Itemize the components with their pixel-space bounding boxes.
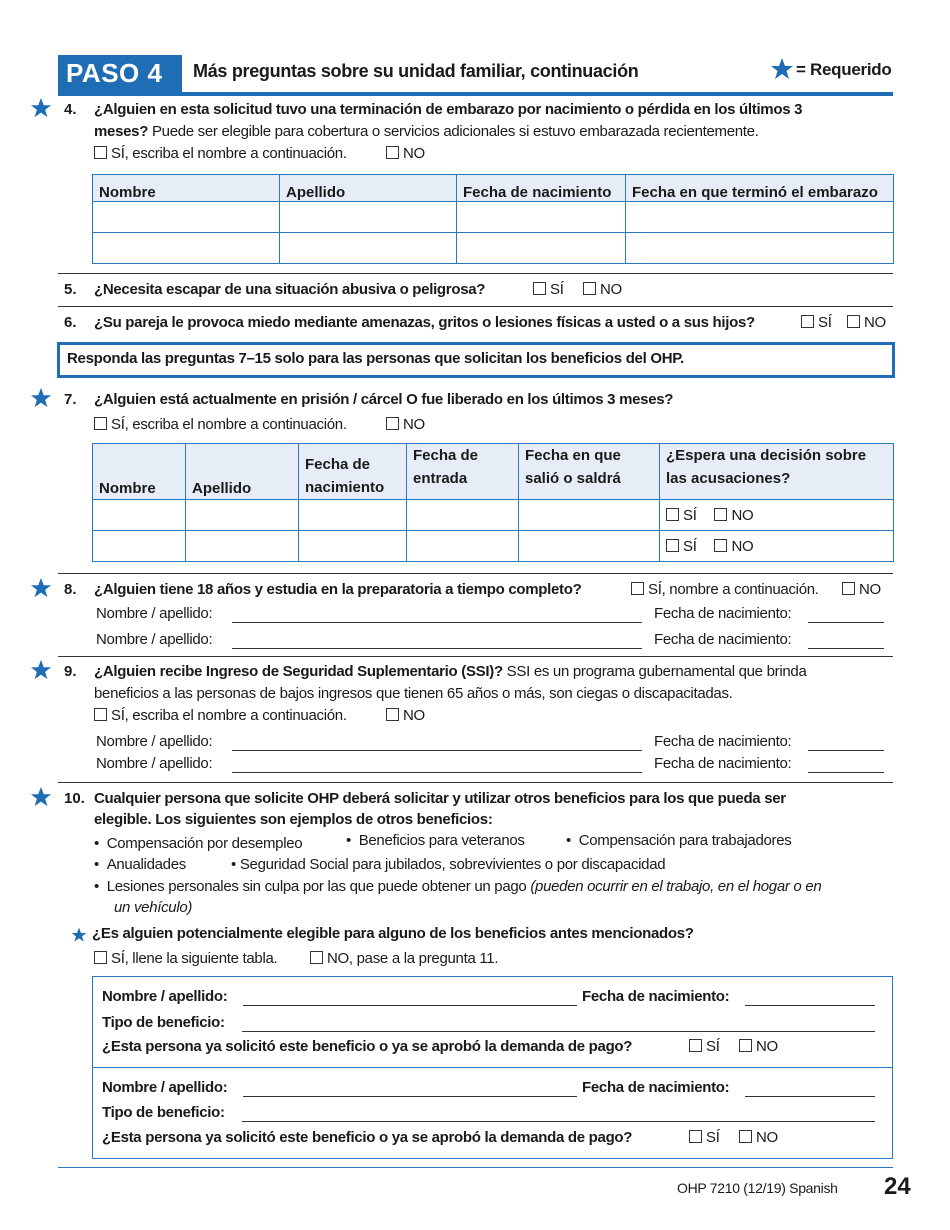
q7-table [92, 443, 894, 562]
q7-question: ¿Alguien está actualmente en prisión / cárcel O fue liberado en los últimos 3 meses? [94, 391, 674, 408]
benefit-dob-label: Fecha de nacimiento: [582, 988, 730, 1005]
q6-number: 6. [64, 314, 77, 331]
divider [58, 306, 893, 307]
table-cell[interactable] [626, 233, 894, 264]
q9-dob-label: Fecha de nacimiento: [654, 733, 792, 750]
page-title: Más preguntas sobre su unidad familiar, continuación [193, 61, 639, 81]
benefit-applied-yes[interactable]: SÍ [689, 1038, 720, 1055]
q8-name-field[interactable] [232, 622, 642, 623]
q6-yes-option[interactable]: SÍ [801, 314, 832, 331]
benefit-dob-label: Fecha de nacimiento: [582, 1079, 730, 1096]
q5-no-option[interactable]: NO [583, 281, 622, 298]
required-star-icon [71, 927, 87, 943]
q4-col-last-name: Apellido [280, 175, 457, 202]
bullet-injury-cont: un vehículo) [114, 899, 193, 916]
divider [58, 782, 893, 783]
benefit-name-field[interactable] [243, 1096, 577, 1097]
checkbox[interactable] [94, 708, 107, 721]
table-cell[interactable] [457, 233, 626, 264]
checkbox[interactable] [94, 951, 107, 964]
table-cell[interactable] [519, 531, 660, 562]
bullet-workers: • Compensación para trabajadores [566, 832, 792, 849]
table-cell: SÍ NO [660, 531, 894, 562]
required-star-icon [30, 659, 52, 681]
q8-name-label: Nombre / apellido: [96, 631, 213, 648]
q4-question-rest: Puede ser elegible para cobertura o servicios adicionales si estuvo embarazada recientemente. [148, 123, 759, 140]
benefit-type-field[interactable] [242, 1121, 875, 1122]
table-row [93, 531, 894, 562]
benefit-dob-field[interactable] [745, 1096, 875, 1097]
form-id: OHP 7210 (12/19) Spanish [677, 1180, 838, 1196]
table-cell[interactable] [457, 202, 626, 233]
q10-no-option[interactable]: NO, pase a la pregunta 11. [310, 950, 498, 967]
q9-question-line2: beneficios a las personas de bajos ingresos que tienen 65 años o más, son ciegas o discapacitadas. [94, 685, 733, 702]
benefit-applied-question: ¿Esta persona ya solicitó este beneficio o ya se aprobó la demanda de pago? [102, 1129, 633, 1146]
q9-yes-option[interactable]: SÍ, escriba el nombre a continuación. [94, 707, 347, 724]
required-star-icon [30, 577, 52, 599]
bullet-injury: • Lesiones personales sin culpa por las que puede obtener un pago (pueden ocurrir en el trabajo, en el hogar o en [94, 878, 822, 895]
table-cell[interactable] [407, 531, 519, 562]
benefit-type-label: Tipo de beneficio: [102, 1104, 225, 1121]
q8-dob-label: Fecha de nacimiento: [654, 605, 792, 622]
required-legend: = Requerido [796, 60, 892, 79]
table-cell[interactable] [93, 500, 186, 531]
q9-dob-field[interactable] [808, 772, 884, 773]
q8-yes-option[interactable]: SÍ, nombre a continuación. [631, 581, 819, 598]
checkbox[interactable] [666, 539, 679, 552]
benefit-applied-yes[interactable]: SÍ [689, 1129, 720, 1146]
step-label: PASO 4 [66, 58, 163, 88]
table-row [93, 202, 894, 233]
q9-name-label: Nombre / apellido: [96, 755, 213, 772]
checkbox[interactable] [714, 508, 727, 521]
checkbox[interactable] [689, 1130, 702, 1143]
benefit-name-label: Nombre / apellido: [102, 1079, 228, 1096]
q9-name-label: Nombre / apellido: [96, 733, 213, 750]
required-star-icon [770, 57, 794, 81]
checkbox[interactable] [583, 282, 596, 295]
q8-name-label: Nombre / apellido: [96, 605, 213, 622]
q9-no-option[interactable]: NO [386, 707, 425, 724]
benefit-applied-no[interactable]: NO [739, 1038, 778, 1055]
q5-number: 5. [64, 281, 77, 298]
benefit-name-field[interactable] [243, 1005, 577, 1006]
table-cell[interactable] [626, 202, 894, 233]
bullet-social-security: • Seguridad Social para jubilados, sobrevivientes o por discapacidad [231, 856, 666, 873]
checkbox[interactable] [847, 315, 860, 328]
checkbox[interactable] [386, 417, 399, 430]
table-cell: SÍ NO [660, 500, 894, 531]
q10-number: 10. [64, 790, 85, 807]
q4-table [92, 174, 894, 264]
checkbox[interactable] [801, 315, 814, 328]
required-star-icon [30, 387, 52, 409]
q9-number: 9. [64, 663, 77, 680]
table-cell[interactable] [93, 233, 280, 264]
q4-question-line2 [94, 123, 759, 140]
table-cell[interactable] [93, 531, 186, 562]
q4-col-end-date: Fecha en que terminó el embarazo [626, 175, 894, 202]
benefit-type-field[interactable] [242, 1031, 875, 1032]
header-rule [58, 92, 893, 96]
q8-name-field[interactable] [232, 648, 642, 649]
q4-col-first-name: Nombre [93, 175, 280, 202]
table-cell[interactable] [280, 233, 457, 264]
q8-dob-label: Fecha de nacimiento: [654, 631, 792, 648]
q7-col-release-date: Fecha en que salió o saldrá [519, 444, 660, 500]
checkbox[interactable] [310, 951, 323, 964]
q5-yes-option[interactable]: SÍ [533, 281, 564, 298]
q10-sub-question: ¿Es alguien potencialmente elegible para alguno de los beneficios antes mencionados? [92, 925, 694, 942]
bullet-unemployment: • Compensación por desempleo [94, 835, 303, 852]
checkbox[interactable] [842, 582, 855, 595]
q7-col-last-name: Apellido [186, 444, 299, 500]
q8-dob-field[interactable] [808, 648, 884, 649]
table-row [93, 233, 894, 264]
table-cell[interactable] [299, 531, 407, 562]
footer-rule [58, 1167, 893, 1168]
q9-name-field[interactable] [232, 772, 642, 773]
q9-dob-field[interactable] [808, 750, 884, 751]
benefits-box-divider [92, 1067, 893, 1068]
q9-dob-label: Fecha de nacimiento: [654, 755, 792, 772]
table-cell[interactable] [93, 202, 280, 233]
checkbox[interactable] [739, 1039, 752, 1052]
table-cell[interactable] [186, 500, 299, 531]
checkbox[interactable] [94, 146, 107, 159]
q6-no-option[interactable]: NO [847, 314, 886, 331]
q7-col-charges-decision: ¿Espera una decisión sobre las acusaciones? [660, 444, 894, 500]
required-star-icon [30, 786, 52, 808]
benefit-type-label: Tipo de beneficio: [102, 1014, 225, 1031]
benefit-applied-no[interactable]: NO [739, 1129, 778, 1146]
q7-col-first-name: Nombre [93, 444, 186, 500]
bullet-veterans: • Beneficios para veteranos [346, 832, 525, 849]
divider [58, 273, 893, 274]
benefit-name-label: Nombre / apellido: [102, 988, 228, 1005]
checkbox[interactable] [533, 282, 546, 295]
table-row [93, 500, 894, 531]
q4-question-bold2: meses? [94, 123, 149, 140]
q8-no-option[interactable]: NO [842, 581, 881, 598]
page-number: 24 [884, 1173, 911, 1200]
q4-yes-option[interactable]: SÍ, escriba el nombre a continuación. [94, 145, 347, 162]
q10-question: Cualquier persona que solicite OHP deberá solicitar y utilizar otros beneficios para los que pueda ser [94, 790, 786, 807]
table-cell[interactable] [280, 202, 457, 233]
q7-col-entry-date: Fecha de entrada [407, 444, 519, 500]
checkbox[interactable] [714, 539, 727, 552]
q7-number: 7. [64, 391, 77, 408]
checkbox[interactable] [689, 1039, 702, 1052]
checkbox[interactable] [386, 146, 399, 159]
required-star-icon [30, 97, 52, 119]
q8-question: ¿Alguien tiene 18 años y estudia en la preparatoria a tiempo completo? [94, 581, 582, 598]
table-cell[interactable] [519, 500, 660, 531]
checkbox[interactable] [386, 708, 399, 721]
q4-question: ¿Alguien en esta solicitud tuvo una terminación de embarazo por nacimiento o pérdida en los últimos 3 [94, 101, 803, 118]
checkbox[interactable] [739, 1130, 752, 1143]
table-cell[interactable] [299, 500, 407, 531]
table-cell[interactable] [186, 531, 299, 562]
q5-question: ¿Necesita escapar de una situación abusiva o peligrosa? [94, 281, 486, 298]
q9-question: ¿Alguien recibe Ingreso de Seguridad Suplementario (SSI)? SSI es un programa gubernamental que brinda [94, 663, 807, 680]
notice-text: Responda las preguntas 7–15 solo para las personas que solicitan los beneficios del OHP. [67, 350, 684, 367]
checkbox[interactable] [94, 417, 107, 430]
q6-question: ¿Su pareja le provoca miedo mediante amenazas, gritos o lesiones físicas a usted o a sus hijos? [94, 314, 755, 331]
benefit-dob-field[interactable] [745, 1005, 875, 1006]
q8-number: 8. [64, 581, 77, 598]
q4-number: 4. [64, 101, 77, 118]
divider [58, 656, 893, 657]
q8-dob-field[interactable] [808, 622, 884, 623]
q10-question-line2: elegible. Los siguientes son ejemplos de otros beneficios: [94, 811, 493, 828]
q7-no-option[interactable]: NO [386, 416, 425, 433]
q4-col-dob: Fecha de nacimiento [457, 175, 626, 202]
checkbox[interactable] [666, 508, 679, 521]
checkbox[interactable] [631, 582, 644, 595]
divider [58, 573, 893, 574]
benefit-applied-question: ¿Esta persona ya solicitó este beneficio o ya se aprobó la demanda de pago? [102, 1038, 633, 1055]
q10-yes-option[interactable]: SÍ, llene la siguiente tabla. [94, 950, 277, 967]
q7-col-dob: Fecha de nacimiento [299, 444, 407, 500]
table-cell[interactable] [407, 500, 519, 531]
q4-no-option[interactable]: NO [386, 145, 425, 162]
bullet-annuities: • Anualidades [94, 856, 186, 873]
q7-yes-option[interactable]: SÍ, escriba el nombre a continuación. [94, 416, 347, 433]
q9-name-field[interactable] [232, 750, 642, 751]
